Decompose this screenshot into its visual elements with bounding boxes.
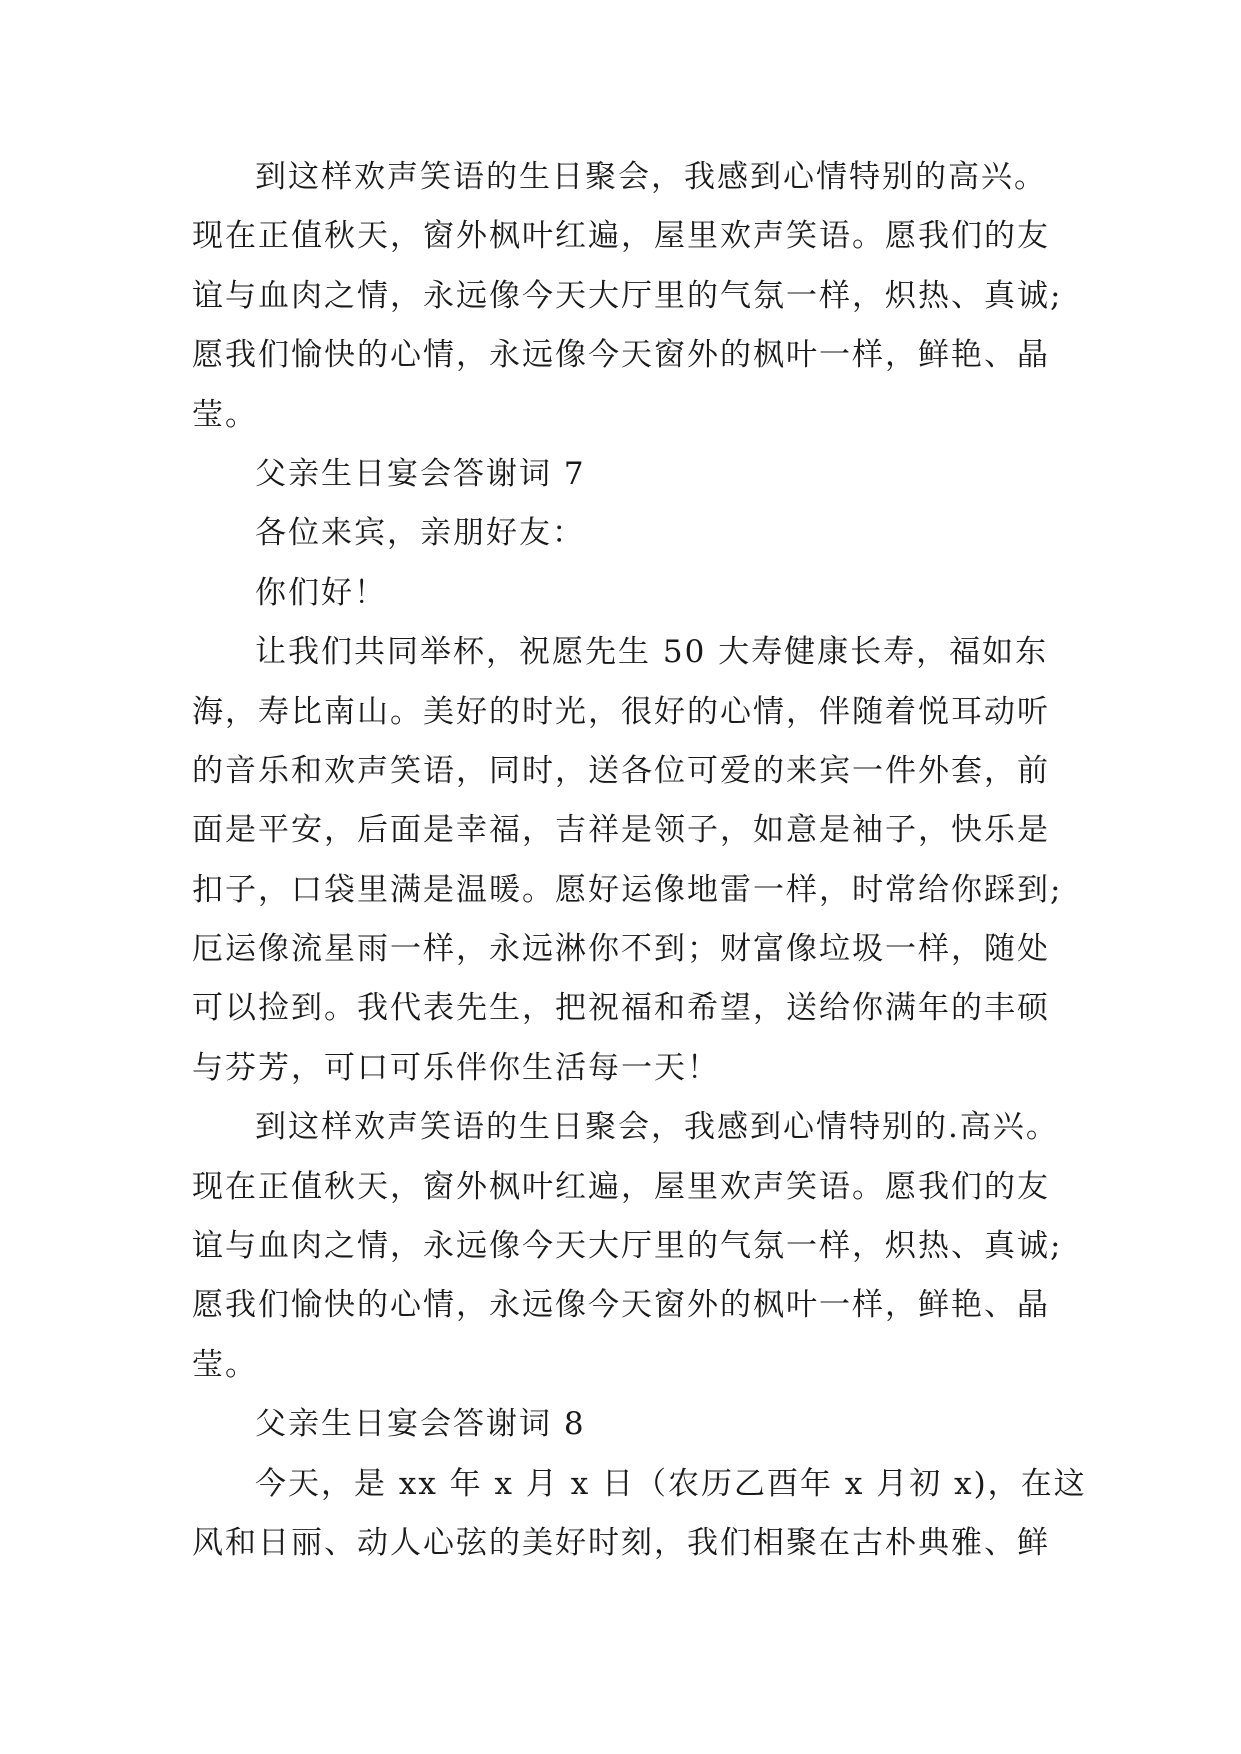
document-body	[192, 159, 1092, 1584]
paragraph-line: 到这样欢声笑语的生日聚会，我感到心情特别的高兴。	[255, 159, 1047, 195]
paragraph-line: 面是平安，后面是幸福，吉祥是领子，如意是袖子，快乐是	[192, 812, 1050, 849]
paragraph-line: 与芬芳，可口可乐伴你生活每一天！	[192, 1049, 720, 1086]
paragraph-line: 谊与血肉之情，永远像今天大厅里的气氛一样，炽热、真诚;	[192, 277, 1063, 314]
paragraph-line: 厄运像流星雨一样，永远淋你不到；财富像垃圾一样，随处	[192, 931, 1050, 968]
paragraph-line: 扣子，口袋里满是温暖。愿好运像地雷一样，时常给你踩到;	[192, 871, 1063, 908]
salutation: 各位来宾，亲朋好友：	[255, 515, 585, 552]
greeting: 你们好！	[255, 574, 387, 611]
paragraph-line: 让我们共同举杯，祝愿先生 50 大寿健康长寿，福如东	[255, 634, 1049, 671]
paragraph-line: 海，寿比南山。美好的时光，很好的心情，伴随着悦耳动听	[192, 693, 1050, 730]
paragraph-line: 的音乐和欢声笑语，同时，送各位可爱的来宾一件外套，前	[192, 752, 1050, 789]
section-heading: 父亲生日宴会答谢词 7	[255, 455, 586, 492]
section-heading: 父亲生日宴会答谢词 8	[255, 1406, 586, 1443]
paragraph-line: 现在正值秋天，窗外枫叶红遍，屋里欢声笑语。愿我们的友	[192, 218, 1050, 255]
paragraph-line: 可以捡到。我代表先生，把祝福和希望，送给你满年的丰硕	[192, 990, 1050, 1027]
paragraph-line: 现在正值秋天，窗外枫叶红遍，屋里欢声笑语。愿我们的友	[192, 1168, 1050, 1205]
paragraph-line: 风和日丽、动人心弦的美好时刻，我们相聚在古朴典雅、鲜	[192, 1524, 1050, 1561]
paragraph-line: 谊与血肉之情，永远像今天大厅里的气氛一样，炽热、真诚;	[192, 1228, 1063, 1265]
paragraph-line: 今天，是 xx 年 x 月 x 日（农历乙酉年 x 月初 x)，在这	[255, 1465, 1087, 1502]
paragraph-line: 到这样欢声笑语的生日聚会，我感到心情特别的.高兴。	[255, 1109, 1059, 1146]
paragraph-line: 莹。	[192, 396, 258, 433]
paragraph-line: 愿我们愉快的心情，永远像今天窗外的枫叶一样，鲜艳、晶	[192, 337, 1050, 374]
paragraph-line: 莹。	[192, 1346, 258, 1383]
paragraph-line: 愿我们愉快的心情，永远像今天窗外的枫叶一样，鲜艳、晶	[192, 1287, 1050, 1324]
